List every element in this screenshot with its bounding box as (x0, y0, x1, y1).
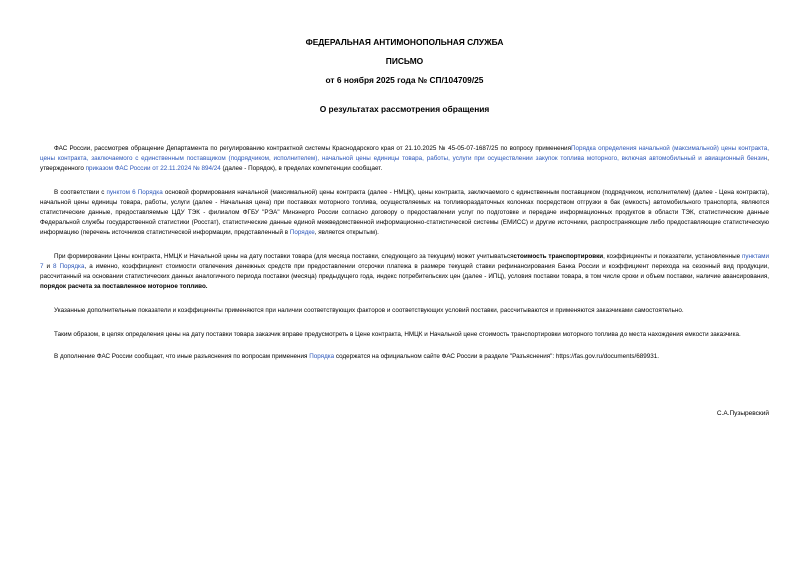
paragraph-6-text: В дополнение ФАС России сообщает, что иные разъяснения по вопросам применения (54, 353, 310, 360)
paragraph-2-text: , является открытым). (314, 229, 379, 236)
paragraph-3-text: , коэффициенты и показатели, установленные (603, 253, 742, 260)
doc-type: ПИСЬМО (385, 56, 424, 66)
doc-body (40, 144, 769, 362)
paragraph-1 (40, 144, 769, 174)
doc-date-number: от 6 ноября 2025 года № СП/104709/25 (325, 75, 484, 85)
org-name: ФЕДЕРАЛЬНАЯ АНТИМОНОПОЛЬНАЯ СЛУЖБА (305, 37, 504, 47)
paragraph-1-text: , утвержденного (40, 155, 769, 172)
doc-subject: О результатах рассмотрения обращения (319, 104, 490, 114)
paragraph-2-text: основой формирования начальной (максимальной) цены контракта (далее - НМЦК), цены контракта, заключаемого с единственным поставщиком (подрядчиком, исполнителем) (далее - Цена контракта), начальной цены единицы товара, работы, услуги (далее - Начальная цена) при поставках моторного топлива, осуществляемых на топливораздаточных колонках посредством отгрузки в бак (емкость) автомобильного транспорта, являются статистические данные, предоставляемые ЦДУ ТЭК - филиалом ФГБУ "РЭА" Минэнерго России согласно договору о предоставлении услуг по подготовке и передаче информационных продуктов в области ТЭК, статистические данные Федеральной службы государственной статистики (Росстат), статистические данные единой межведомственной информационно-статистической системы (ЕМИСС) и другие источники, распространяющие либо предоставляющие статистическую информацию (перечень источников статистической информации, представленный в (40, 189, 769, 236)
link-punkt-6[interactable]: пунктом 6 Порядка (106, 189, 163, 196)
signature: С.А.Пузыревский (716, 410, 769, 417)
paragraph-2 (40, 188, 769, 238)
paragraph-3-text: и (43, 263, 54, 270)
paragraph-3-text: , а именно, коэффициент стоимости отвлечения денежных средств при предоставлении отсрочки платежа в размере текущей ставки рефинансирования Банка России и коэффициент перехода на сезонный вид продукции, рассчитанный на основании статистических данных аналогичного периода поставки (месяца) предыдущего года, индекс потребительских цен (далее - ИПЦ), условия поставки товара, в том числе сроки и объем поставки, наличие авансирования, (40, 263, 769, 280)
paragraph-3-text: При формировании Цены контракта, НМЦК и Начальной цены на дату поставки товара (для месяца поставки, следующего за текущим) может учитываться (54, 253, 514, 260)
link-poryadke[interactable]: Порядке (289, 229, 315, 236)
link-punkt-7[interactable]: пунктами 7 (40, 253, 769, 270)
paragraph-6 (40, 352, 769, 362)
paragraph-1-text: (далее - Порядок), в пределах компетенции сообщает. (220, 165, 383, 172)
link-poryadka[interactable]: Порядка (309, 353, 335, 360)
paragraph-6-text: содержатся на официальном сайте ФАС России в разделе "Разъяснения": https://fas.gov.ru/documents/689931. (334, 353, 660, 360)
bold-transport-cost: стоимость транспортировки (513, 253, 604, 260)
paragraph-5: Таким образом, в целях определения цены на дату поставки товара заказчик вправе предусмотреть в Цене контракта, НМЦК и Начальной цене стоимость транспортировки моторного топлива до места нахождения емкости заказчика. (54, 331, 741, 338)
paragraph-4: Указанные дополнительные показатели и коэффициенты применяются при наличии соответствующих факторов и соответствующих условий поставки, рассчитываются и применяются заказчиками самостоятельно. (54, 307, 684, 314)
paragraph-1-text: ФАС России, рассмотрев обращение Департамента по регулированию контрактной системы Краснодарского края от 21.10.2025 № 45-05-07-1687/25 по вопросу применения (54, 145, 571, 152)
link-punkt-8[interactable]: 8 Порядка (53, 263, 85, 270)
bold-calc-order: порядок расчета за поставленное моторное топливо. (40, 283, 208, 290)
link-prikaz[interactable]: приказом ФАС России от 22.11.2024 № 894/24 (85, 165, 221, 172)
paragraph-3 (40, 252, 769, 292)
paragraph-2-text: В соответствии с (54, 189, 107, 196)
link-poryadok-full[interactable]: Порядка определения начальной (максимальной) цены контракта, цены контракта, заключаемого с единственным поставщиком (подрядчиком, исполнителем), начальной цены единицы товара, работы, услуги при осуществлении закупок топлива моторного, включая автомобильный и авиационный бензин (40, 145, 769, 162)
